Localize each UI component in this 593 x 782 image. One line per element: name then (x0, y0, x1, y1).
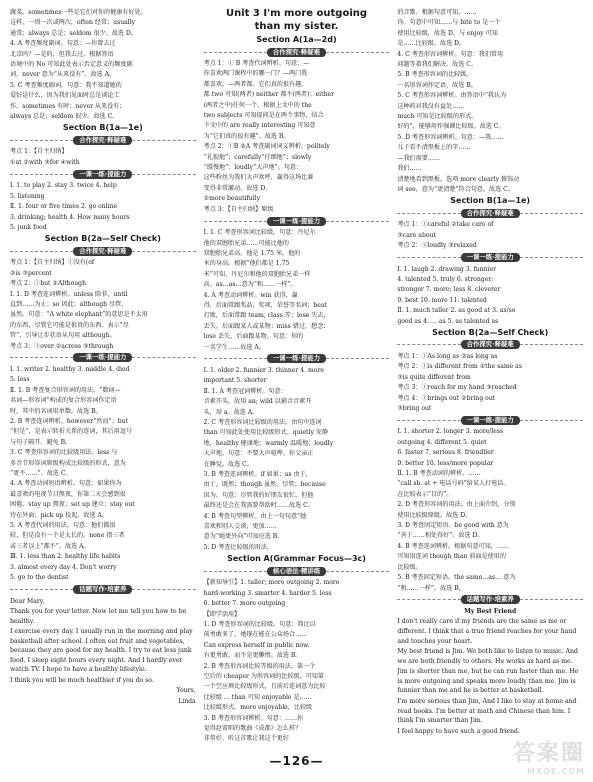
answer-line: 爱好是什么，因为我们见面时总是谈论工 (10, 92, 120, 100)
band-rule (397, 213, 460, 214)
watermark-url: MXQE.COM (526, 767, 585, 776)
answer-line: 地，healthy 健康地；warmly 温暖地；loudly (203, 439, 334, 447)
band-label: 合作探究·释疑难 (267, 48, 326, 57)
answer-line: 考点 1：【自主归纳】①没有(of (10, 259, 95, 267)
answer-line: 考点 1：【自主归纳】 (10, 148, 68, 156)
answer-line: 考点 3：①over ②across ③through (10, 342, 114, 350)
section-band (397, 415, 583, 425)
answer-line: 大声地。句意：不要大声喧哗。你父亲正 (203, 450, 314, 458)
answer-line: 儿子看不清黑板上的字…… (397, 144, 471, 152)
section-band (10, 135, 196, 145)
answer-line: Ⅱ. 1. B 考查动词的辨析。…… (397, 470, 481, 478)
answer-line: 较，但是没有一个是太长的。none 指三者 (10, 532, 125, 540)
answer-line: 我们…… (397, 165, 422, 173)
answer-line: 5. go to the dentist (10, 574, 69, 582)
band-rule (132, 589, 195, 590)
page-number: —126— (269, 754, 324, 768)
answer-line: 2. B 考查连词辨析。however“然而”；but (10, 418, 128, 425)
answer-line: 3. drinking; health 4. How many hours (10, 213, 130, 221)
section-band (204, 354, 390, 364)
answer-line: ③is quite different from (397, 373, 471, 381)
answer-line: Ⅲ. 1. less than 2. healthy life habits (10, 553, 121, 561)
answer-line: 考点 1：①As long as ②as long as (397, 352, 498, 360)
section-title: Section B(1a—1e) (62, 123, 143, 133)
answer-line: 考点 3：①reach for my hand ③reached (397, 384, 517, 392)
unit-title: Unit 3 I'm more outgoing (225, 8, 368, 19)
answer-line: 【新知导引】1. taller; more outgoing 2. more (203, 579, 340, 587)
answer-line: 考点 2：②loudly ③relaxed (397, 242, 477, 250)
essay-paragraph: I exercise every day. I usually run in the morning and play basketball after school. I often eat fruit and vegetables, because they are good for my health. I try to eat less junk food. I sleep eight hours every night. And I hardly ever watch TV. I hope to have a healthy lifestyle. (10, 628, 193, 674)
answer-line: 喜欢和别人交谈，更加…… (203, 523, 277, 531)
answer-line: 多音节形容词原级构成比较级的形式，意为 (10, 459, 126, 467)
band-rule (132, 251, 195, 252)
answer-line: 觉得赵雷唱的歌曲《成都》怎么样？ (203, 724, 302, 732)
band-rule (520, 420, 583, 421)
answer-line: “缓慢地”；loudly“大声地”。句意： (203, 164, 302, 172)
answer-line: I feel happy to have such a good friend. (397, 727, 520, 735)
answer-line: 4. B 考查连词辨析。根据句意可知，…… (397, 542, 510, 550)
band-rule (204, 52, 267, 53)
answer-line: 蔬菜。sometimes一些是它们对你的健康有好处。 (10, 9, 147, 16)
answer-line: Dear Mary, (10, 597, 45, 605)
answer-line: 5. junk food (10, 223, 47, 231)
band-rule (520, 257, 583, 258)
answer-line: 困倦。stay up 熬夜；set up 建立；stay out (10, 501, 135, 509)
answer-line: 前勇敢多了，她现在能在公众场合…… (203, 631, 308, 639)
answer-line: 5. C 考查频度副词。句意：我不知道她的 (10, 81, 122, 89)
answer-line: Ⅰ. 1. to play 2. stay 3. twice 4. help (10, 182, 117, 190)
answer-line: 音素开头，故用 an; wild 以辅音音素开 (203, 398, 312, 406)
band-label: 核心语法·精讲练 (267, 567, 326, 576)
answer-line: 4. B 考查句型辨析。由上一句句意“她 (203, 512, 307, 520)
section-band (10, 585, 196, 595)
answer-line: 5. B 考查固定短语。the same…as… 意为 (397, 574, 516, 582)
watermark-text: 答案圈 (512, 741, 585, 766)
answer-line: 北京吗？—是的，但我去过。根据答语 (10, 50, 114, 58)
band-rule (520, 599, 583, 600)
band-label: 合作探究·释疑难 (461, 340, 520, 349)
answer-line: Ⅱ. 1. A 考查冠词辨析。句意： (203, 387, 287, 395)
column-1 (10, 8, 196, 750)
answer-line: 与句子隔开。避免 B。 (10, 438, 72, 446)
band-rule (132, 174, 195, 175)
answer-line: 考点 2：①but ②Although (10, 280, 87, 288)
answer-line: ③care about (397, 231, 436, 239)
answer-line: (两者之中)任何一个。根据上文中的 the (203, 101, 312, 109)
answer-line: 4. A 考查频度副词。句意：—你曾去过 (10, 40, 116, 48)
answer-line: 2. D 考查形容词的用法。由上面介绍，分别 (397, 501, 516, 509)
answer-line: 1. D 考查形容词的比较级。句意：简比以 (203, 620, 316, 628)
answer-line: 或三者以上“都不”。故选 A。 (10, 542, 90, 550)
answer-line: 他的双胞胎兄弟……可能比他的 (203, 239, 289, 247)
answer-line: 为“它们真的很有趣”。故选 B。 (203, 132, 290, 140)
section-band (397, 208, 583, 218)
essay-paragraph: Jim is shorter than me, but he can run faster than me. He is more outgoing and speaks more loudly than me. Jim is funnier than me and he is better at basketball. (397, 668, 579, 695)
answer-line: 5. less (10, 376, 30, 384)
answer-line: 使用比较级原级。故选 D。 (397, 511, 472, 519)
answer-line: 高。as…as…意为“和……一样”。 (203, 281, 297, 289)
section-band (204, 566, 390, 576)
answer-line: 你喜欢两门课程中的哪一门？—两门我 (203, 70, 308, 78)
answer-line: 待在外面；pick up 捡起。故选 A。 (10, 511, 109, 519)
answer-line: than 可知此处使用比较级形式。quietly 安静 (203, 429, 329, 437)
answer-line: 名词—形容词”构成的复合形容词作定语 (10, 397, 117, 405)
section-band (397, 253, 583, 263)
answer-line: 问题等着我们解决。故选 C。 (397, 61, 478, 69)
answer-line: 的音歌。根据句意可知，…… (397, 9, 477, 16)
answer-line: Ⅰ. 1. D 考查连词辨析。unless 除非，until (10, 290, 128, 298)
band-label: 合作探究·释疑难 (461, 209, 520, 218)
essay-title: My Best Friend (464, 607, 517, 615)
section-title: Section B(2a—Self Check) (432, 327, 549, 337)
answer-line: Can express herself in public now. (203, 641, 310, 649)
answer-line: 4. C 考查形容词辨析。句意：我们常用 (397, 50, 504, 58)
answer-line: 在比较表示“目的”。 (397, 490, 453, 498)
answer-line: 词 see，意为“更清楚”符合句意。故选 C。 (397, 185, 514, 193)
essay-paragraph: Thank you for your letter. Now let me tell you how to be healthy. (10, 607, 187, 625)
answer-line: 考点 4：①brings out ②bring out (397, 394, 496, 402)
answer-line: ②is ③percent (10, 269, 52, 277)
answer-line: 由于，既然；though 虽然，尽管；because (203, 481, 326, 489)
watermark-logo (513, 736, 585, 776)
answer-line: “和……一样”。故选 B。 (397, 584, 465, 592)
section-band (204, 47, 390, 57)
band-rule (132, 140, 195, 141)
answer-line: 3. D 考查固定短语。be good with 意为 (397, 522, 509, 530)
answer-line: 最终还是会在我需要帮助时……故选 C。 (203, 502, 314, 510)
answer-line: 4. talented 5. truly 6. stronger; (397, 275, 494, 283)
answer-line: important 5. shorter (203, 377, 267, 385)
answer-line: 可知用连词 though than 前面是使用的 (397, 553, 506, 561)
band-label: 合作探究·释疑难 (73, 247, 132, 256)
answer-line: ②more beautifully (203, 195, 261, 203)
answer-line: 使用比较级，故选 D。与 enjoy 可知 (397, 29, 498, 37)
answer-line: 5. D 考查比较级的用法。 (203, 543, 274, 551)
answer-line: two subjects 可知提问是在两个事物，结合 (203, 112, 324, 120)
answer-line: 米的身高。根据“他们都是 1.75 (203, 260, 290, 268)
answer-line: 一个空应填比较级形式，且前后连词意为比较 (203, 683, 326, 691)
answer-line: Ⅱ. 1. four or five times 2. go online (10, 203, 118, 211)
answer-line: 在睡觉。故选 C。 (203, 460, 253, 468)
answer-line: 3. B 考查连词辨析。if 如果；as 由于， (203, 471, 312, 479)
answer-line: 比较级 … than 可知 enjoyable 是…… (203, 693, 312, 701)
answer-line: 打败，后面常跟 team, class 等；lose 失去， (203, 312, 330, 320)
answer-line: Ⅰ. 1. laugh 2. drawing 3. funnier (397, 265, 497, 273)
answer-line: 得，后面常跟奖品，奖项，荣誉等名词；beat (203, 301, 327, 309)
answer-line: 考点 3：【自主归纳】原级 (203, 205, 274, 213)
band-rule (326, 221, 389, 222)
answer-line: 米”可知，丹尼尔和他的双胞胎兄弟一样 (203, 270, 311, 278)
answer-line: 时，其中的名词用单数。故选 B。 (10, 407, 102, 415)
answer-line: 空后的 cheaper 为形容词的比较级，可知第 (203, 672, 324, 680)
band-rule (204, 358, 267, 359)
section-band (397, 595, 583, 605)
section-title: Section A(1a—2d) (256, 35, 337, 44)
answer-line: Ⅰ. 1. C 考查形容词比较级。句意：丹尼尔 (203, 229, 316, 237)
answer-line: 都 two 可知(两者) neither 都不(两者)；either (203, 91, 335, 99)
answer-line: 这样，一周一次或两次，often 经常；usually (10, 19, 136, 27)
column-2 (204, 8, 390, 750)
answer-line: 一名形容词作定语，故选 B。 (397, 81, 477, 89)
answer-line: 2. C 考查形容词比较级的用法。由句中连词 (203, 419, 322, 426)
answer-line: much 可知是比较级的形式。 (397, 113, 478, 121)
answer-line: 清楚地看到黑板。选项 more clearly 修饰动 (397, 175, 520, 183)
answer-line: 5. listening (10, 192, 45, 200)
band-rule (204, 221, 267, 222)
answer-line: “但是”，是表示转折关系的连词，其后用逗号 (10, 428, 133, 436)
answer-line: 2. B 考查形容词比较等级的用法。第一个 (203, 662, 316, 670)
answer-line: 9. best 10. more 11. talented (397, 296, 487, 304)
answer-line: 语境中的 No 可知此处表示否定意义的频度副 (10, 61, 133, 69)
section-band (10, 169, 196, 179)
three-columns (10, 8, 583, 750)
band-rule (397, 420, 460, 421)
section-band (204, 216, 390, 226)
band-rule (397, 599, 460, 600)
answer-line: ①at ②with ③for ④with (10, 158, 80, 166)
answer-line: “更不……”。故选 C。 (10, 470, 72, 478)
answer-line: 通常；always 总是；seldom 很少。故选 D。 (10, 29, 137, 37)
answer-line: 考点 1：①careful ②take care of (397, 221, 494, 229)
answer-line: 4. A 考查动词辨析。win 获得，赢 (203, 291, 298, 299)
answer-line: —我们需要…… (397, 154, 440, 162)
band-label: 合作探究·释疑难 (73, 136, 132, 145)
band-label: 话题写作·培素养 (73, 585, 132, 594)
answer-line: 因为。句意：尽管我的好朋友很忙，但他 (203, 491, 314, 499)
answer-line: 这种药对我没有益处…… (397, 102, 465, 110)
answer-line: “善于……相处得好”。故选 D。 (397, 532, 484, 540)
band-rule (10, 251, 73, 252)
answer-line: 一名学生……故选 A。 (203, 343, 265, 351)
answer-line: 你。句意中可知……与 bite to 是一个 (397, 19, 501, 27)
answer-line: 3. B 考查形容词辨析。句意：……你 (203, 714, 304, 722)
band-rule (397, 257, 460, 258)
band-label: 一课一练·提能力 (461, 416, 520, 425)
essay-paragraph: I don't really care if my friends are the same as me or different. I think that a true friend reaches for your hand and touches your heart. (397, 618, 577, 645)
column-3 (397, 8, 583, 750)
answer-line: 管”，引导让步状语从句用 although。 (10, 332, 116, 340)
answer-line: Ⅱ. 1. much taller 2. as good at 3. as/so (397, 307, 516, 315)
band-label: 一课一练·提能力 (73, 353, 132, 362)
essay-paragraph: My best friend is Jim. We both like to listen to music. And we are both friendly to others. He works as hard as me. (397, 648, 578, 665)
band-rule (326, 358, 389, 359)
answer-line: “礼貌地”；carefully“仔细地”；slowly (203, 153, 312, 161)
answer-line: 6. better 7. more outgoing (203, 600, 286, 608)
answer-line: 是……比较级。故选 D。 (397, 40, 466, 48)
band-label: 一课一练·提能力 (73, 170, 132, 179)
answer-line: outgoing 4. different 5. quiet (397, 438, 487, 446)
answer-line: 【即学活用】 (203, 610, 241, 618)
answer-line: 这些粉丝为我们大声欢呼，赢得这场比赛 (203, 174, 314, 182)
answer-line: 有更勇敢，而不是更懒惰。故选 B。 (203, 652, 302, 660)
section-band (397, 340, 583, 350)
answer-line: 的东西，尽管它可能是很贵的东西。表示“尽 (10, 321, 129, 329)
band-label: 一课一练·提能力 (267, 354, 326, 363)
band-rule (132, 357, 195, 358)
answer-line: 6. faster 7. serious 8. friendlier (397, 449, 494, 457)
answer-line: 头，用 a。故选 A。 (203, 408, 259, 416)
unit-title: than my sister. (254, 21, 339, 32)
section-band (10, 246, 196, 256)
band-rule (10, 589, 73, 590)
answer-line: 好的”，能够用作强调比较级。故选 C。 (397, 123, 505, 131)
section-band (10, 353, 196, 363)
answer-line: 下文中的 are really interesting 可知意 (203, 122, 316, 130)
answer-line: 最喜欢的电视节目熬夜，你第二天会感到很 (10, 490, 126, 498)
answer-line: 双胞胎兄弟高。他是 1.75 米，他的 (203, 249, 301, 257)
band-rule (520, 344, 583, 345)
answer-line: Ⅰ. 1. writer 2. healthy 3. middle 4. died (10, 365, 130, 373)
band-rule (326, 52, 389, 53)
answer-line: 5. A 考查代词的用法。句意：他们都很 (10, 522, 116, 530)
answer-line: Ⅰ. 1. shorter 2. longer 3. more/less (397, 428, 504, 436)
answer-line: 5. B 考查形容词的比较级。 (397, 71, 473, 79)
answer-line: 考点 2：①is different from ②the same as (397, 363, 522, 371)
answer-line: good as 4. … as 5. as talented as (397, 317, 499, 325)
answer-line: ③bring out (397, 405, 432, 412)
answer-line: 丢失，后面跟某人或某物；miss 错过，想念； (203, 322, 330, 330)
answer-line: 比较级。 (397, 563, 422, 571)
answer-line: 5. C 考查形容词辨析。由答语中“我认为 (397, 92, 507, 100)
answer-line: lose 丢失，后面跟某物。句意：你的 (203, 333, 304, 341)
answer-line: stronger 7. more; less 8. cleverer (397, 286, 501, 294)
answer-line: 意为“她更外向”可知应选 B。 (203, 533, 284, 541)
answer-line: 都喜欢。—两者都。它们真的很有趣。 (203, 80, 308, 88)
band-rule (10, 174, 73, 175)
band-rule (397, 344, 460, 345)
section-title: Section A(Grammar Focus—3c) (227, 554, 366, 564)
band-label: 一课一练·提能力 (461, 253, 520, 262)
answer-line: “call sb. at + 电话号码”给某人打电话。 (397, 480, 510, 488)
letter-signature: Yours, (176, 687, 196, 695)
band-rule (204, 571, 267, 572)
band-rule (326, 571, 389, 572)
answer-line: Ⅱ. 1. B 考查复合形容词的用法。“数词— (10, 386, 121, 394)
band-label: 话题写作·培素养 (461, 595, 520, 604)
essay-paragraph: I'm more serious than Jim, And I like to stay at home and read books. I'm better at math and Chinese than him. I think I'm smarter than Jim. (397, 698, 577, 725)
band-rule (10, 140, 73, 141)
answer-line: 比较级形式。more enjoyable，比较级 (203, 704, 313, 712)
answer-line: 考点 1：① B 考查代词辨析。句意：— (203, 60, 310, 67)
band-rule (520, 213, 583, 214)
band-label: 一课一练·提能力 (267, 217, 326, 226)
answer-line: 3. almost every day 4. Don't worry (10, 563, 117, 571)
answer-line: 3. C 考查形容词的比较级用法。less 与 (10, 449, 118, 457)
band-rule (10, 357, 73, 358)
answer-line: 9. better 10. less/more popular (397, 459, 494, 467)
section-title: Section B(2a—Self Check) (44, 234, 161, 244)
answer-line: 非常好，听这首歌让我这个更好 (203, 735, 289, 743)
answer-line: always 总是；seldom 很少。故选 C。 (10, 113, 119, 121)
answer-line: 作。sometimes 有时；never 从来没有； (10, 102, 126, 110)
answer-line: I think you will be much healthier if you do so. (10, 677, 154, 685)
section-title: Section B(1a—1e) (450, 196, 531, 206)
answer-line: 词，never 意为“从来没有”。故选 A。 (10, 71, 116, 79)
answer-line: hard-working 3. smarter 4. harder 5. less (203, 589, 332, 597)
answer-line: 变得非常激动。故选 D。 (203, 184, 272, 192)
answer-line: 直到……为止；so 因此；although 尽管， (10, 300, 128, 308)
answer-line: 5. D 考查形容词辨析。句意：—我…… (397, 133, 504, 141)
letter-signature: Linda (178, 697, 196, 705)
answer-line: 考点 2：①B ②A 考查副词词义辨析。politely (203, 143, 330, 151)
answer-line: 虽然。句意：“A white elephant”的意思是不太用 (10, 311, 148, 319)
answer-line: Ⅰ. 1. older 2. funnier 3. thinner 4. more (203, 366, 324, 374)
answer-line: 4. A 考查动词短语辨析。句意：如果你为 (10, 480, 122, 488)
